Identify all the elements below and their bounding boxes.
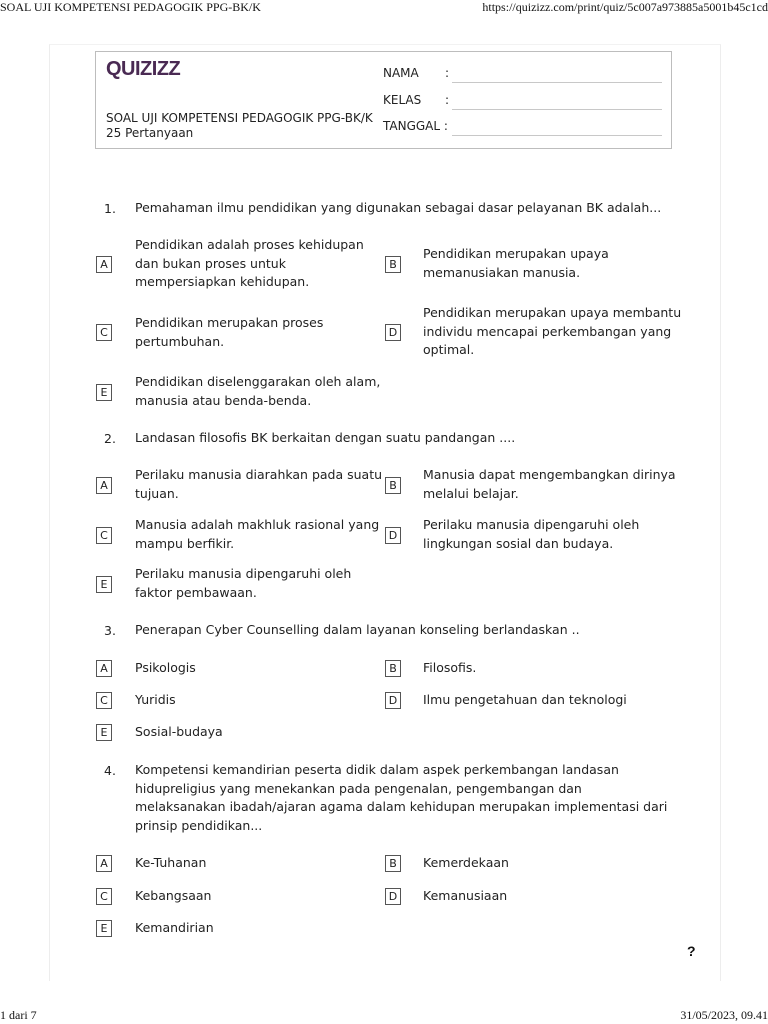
print-header (0, 0, 768, 16)
option-text: Ilmu pengetahuan dan teknologi (423, 692, 627, 707)
option-letter: B (385, 660, 401, 677)
option-text: Perilaku manusia diarahkan pada suatu tujuan. (135, 467, 383, 501)
option-text: Perilaku manusia dipengaruhi oleh lingkungan sosial dan budaya. (423, 517, 640, 551)
option-letter: B (385, 256, 401, 273)
option-text: Ke-Tuhanan (135, 855, 207, 870)
option-text: Manusia adalah makhluk rasional yang mampu berfikir. (135, 517, 380, 551)
name-line (452, 82, 662, 83)
option-letter: A (96, 477, 112, 494)
question-mark-icon[interactable]: ? (687, 943, 696, 959)
question-count: 25 Pertanyaan (106, 126, 194, 140)
class-colon: : (445, 93, 450, 107)
name-label: NAMA (383, 66, 419, 80)
question-number: 1. (104, 201, 116, 216)
option-letter: C (96, 692, 112, 709)
option-text: Pendidikan merupakan upaya membantu individu mencapai perkembangan yang optimal. (423, 305, 682, 358)
option-letter: D (385, 692, 401, 709)
print-doc-title: SOAL UJI KOMPETENSI PEDAGOGIK PPG-BK/K (0, 0, 261, 14)
option-letter: A (96, 660, 112, 677)
option-text: Psikologis (135, 660, 196, 675)
option-letter: D (385, 888, 401, 905)
class-label: KELAS (383, 93, 422, 107)
option-text: Kemerdekaan (423, 855, 509, 870)
question-text: Pemahaman ilmu pendidikan yang digunakan sebagai dasar pelayanan BK adalah... (135, 200, 662, 215)
option-letter: E (96, 576, 112, 593)
option-letter: D (385, 527, 401, 544)
option-letter: E (96, 920, 112, 937)
option-letter: E (96, 384, 112, 401)
quiz-title: SOAL UJI KOMPETENSI PEDAGOGIK PPG-BK/K (106, 111, 373, 125)
option-text: Pendidikan merupakan upaya memanusiakan manusia. (423, 246, 609, 280)
option-letter: E (96, 724, 112, 741)
option-letter: C (96, 888, 112, 905)
option-text: Kemandirian (135, 920, 214, 935)
option-letter: A (96, 256, 112, 273)
date-label: TANGGAL : (383, 119, 448, 133)
option-text: Sosial-budaya (135, 724, 223, 739)
option-letter: A (96, 855, 112, 872)
question-number: 3. (104, 623, 116, 638)
name-colon: : (445, 66, 450, 80)
option-letter: C (96, 527, 112, 544)
option-text: Perilaku manusia dipengaruhi oleh faktor pembawaan. (135, 566, 352, 600)
question-text: Landasan filosofis BK berkaitan dengan suatu pandangan .... (135, 430, 516, 445)
page-indicator: 1 dari 7 (0, 1008, 37, 1022)
option-letter: C (96, 324, 112, 341)
option-text: Pendidikan diselenggarakan oleh alam, manusia atau benda-benda. (135, 374, 381, 408)
option-letter: B (385, 855, 401, 872)
print-url: https://quizizz.com/print/quiz/5c007a973885a5001b45c1cd (482, 0, 768, 14)
quizizz-logo: QUIZIZZ (106, 58, 181, 80)
option-letter: D (385, 324, 401, 341)
option-text: Manusia dapat mengembangkan dirinya melalui belajar. (423, 467, 676, 501)
question-text: Penerapan Cyber Counselling dalam layanan konseling berlandaskan .. (135, 622, 580, 637)
question-number: 2. (104, 431, 116, 446)
print-footer (0, 1008, 768, 1024)
option-text: Pendidikan merupakan proses pertumbuhan. (135, 315, 324, 349)
option-letter: B (385, 477, 401, 494)
option-text: Kemanusiaan (423, 888, 508, 903)
quiz-sheet (49, 44, 721, 981)
option-text: Pendidikan adalah proses kehidupan dan bukan proses untuk mempersiapkan kehidupan. (135, 237, 364, 290)
question-number: 4. (104, 763, 116, 778)
option-text: Kebangsaan (135, 888, 212, 903)
class-line (452, 109, 662, 110)
question-text: Kompetensi kemandirian peserta didik dalam aspek perkembangan landasan hidupreligius yang menekankan pada pengenalan, pengembangan dan melaksanakan ibadah/ajaran agama dalam kehidupan merupakan implementasi dari prinsip pendidikan... (135, 762, 668, 833)
option-text: Yuridis (135, 692, 176, 707)
date-line (452, 135, 662, 136)
print-datetime: 31/05/2023, 09.41 (680, 1008, 768, 1022)
option-text: Filosofis. (423, 660, 477, 675)
